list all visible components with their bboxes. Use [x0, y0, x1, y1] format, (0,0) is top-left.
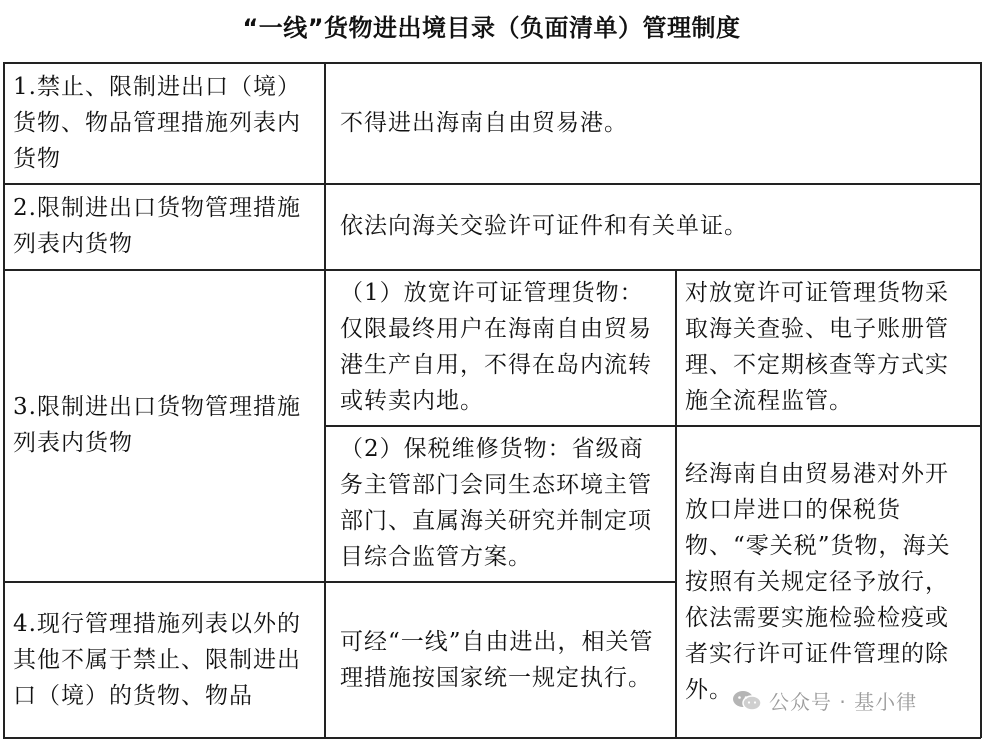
column-divider [324, 62, 326, 738]
row4-rule-cell: 可经“一线”自由进出，相关管理措施按国家统一规定执行。 [340, 628, 654, 691]
column-divider [675, 269, 677, 738]
watermark [731, 686, 917, 715]
row3-sub1-supervision-cell: 对放宽许可证管理货物采取海关查验、电子账册管理、不定期核查等方式实施全流程监管。 [685, 280, 949, 414]
row-divider [324, 425, 981, 427]
row2-rule-cell: 依法向海关交验许可证件和有关单证。 [340, 213, 748, 239]
row-divider [3, 581, 675, 583]
row-divider [3, 183, 981, 185]
table-border-left [3, 62, 5, 738]
document-title: “一线”货物进出境目录（负面清单）管理制度 [242, 14, 741, 42]
row4-category-cell: 4.现行管理措施列表以外的其他不属于禁止、限制进出口（境）的货物、物品 [13, 610, 301, 709]
table-border-bottom [3, 737, 981, 739]
wechat-logo-icon [731, 689, 763, 713]
row1-rule-cell: 不得进出海南自由贸易港。 [340, 109, 628, 136]
row3-sub2-rule-cell: （2）保税维修货物：省级商务主管部门会同生态环境主管部门、直属海关研究并制定项目综合监管方案。 [340, 436, 652, 570]
row3-category-cell: 3.限制进出口货物管理措施列表内货物 [13, 394, 301, 456]
watermark-text: 公众号 · 基小律 [769, 690, 918, 714]
table-border-top [3, 62, 981, 64]
row2-category-cell: 2.限制进出口货物管理措施列表内货物 [13, 195, 301, 257]
row3-sub1-rule-cell: （1）放宽许可证管理货物：仅限最终用户在海南自由贸易港生产自用，不得在岛内流转或转卖内地。 [340, 280, 652, 414]
row-divider [3, 269, 981, 271]
row1-category-cell: 1.禁止、限制进出口（境）货物、物品管理措施列表内货物 [13, 73, 301, 172]
shared-supervision-cell: 经海南自由贸易港对外开放口岸进口的保税货物、“零关税”货物，海关按照有关规定径予放行，依法需要实施检验检疫或者实行许可证件管理的除外。 [685, 460, 951, 703]
table-border-right [980, 62, 982, 738]
